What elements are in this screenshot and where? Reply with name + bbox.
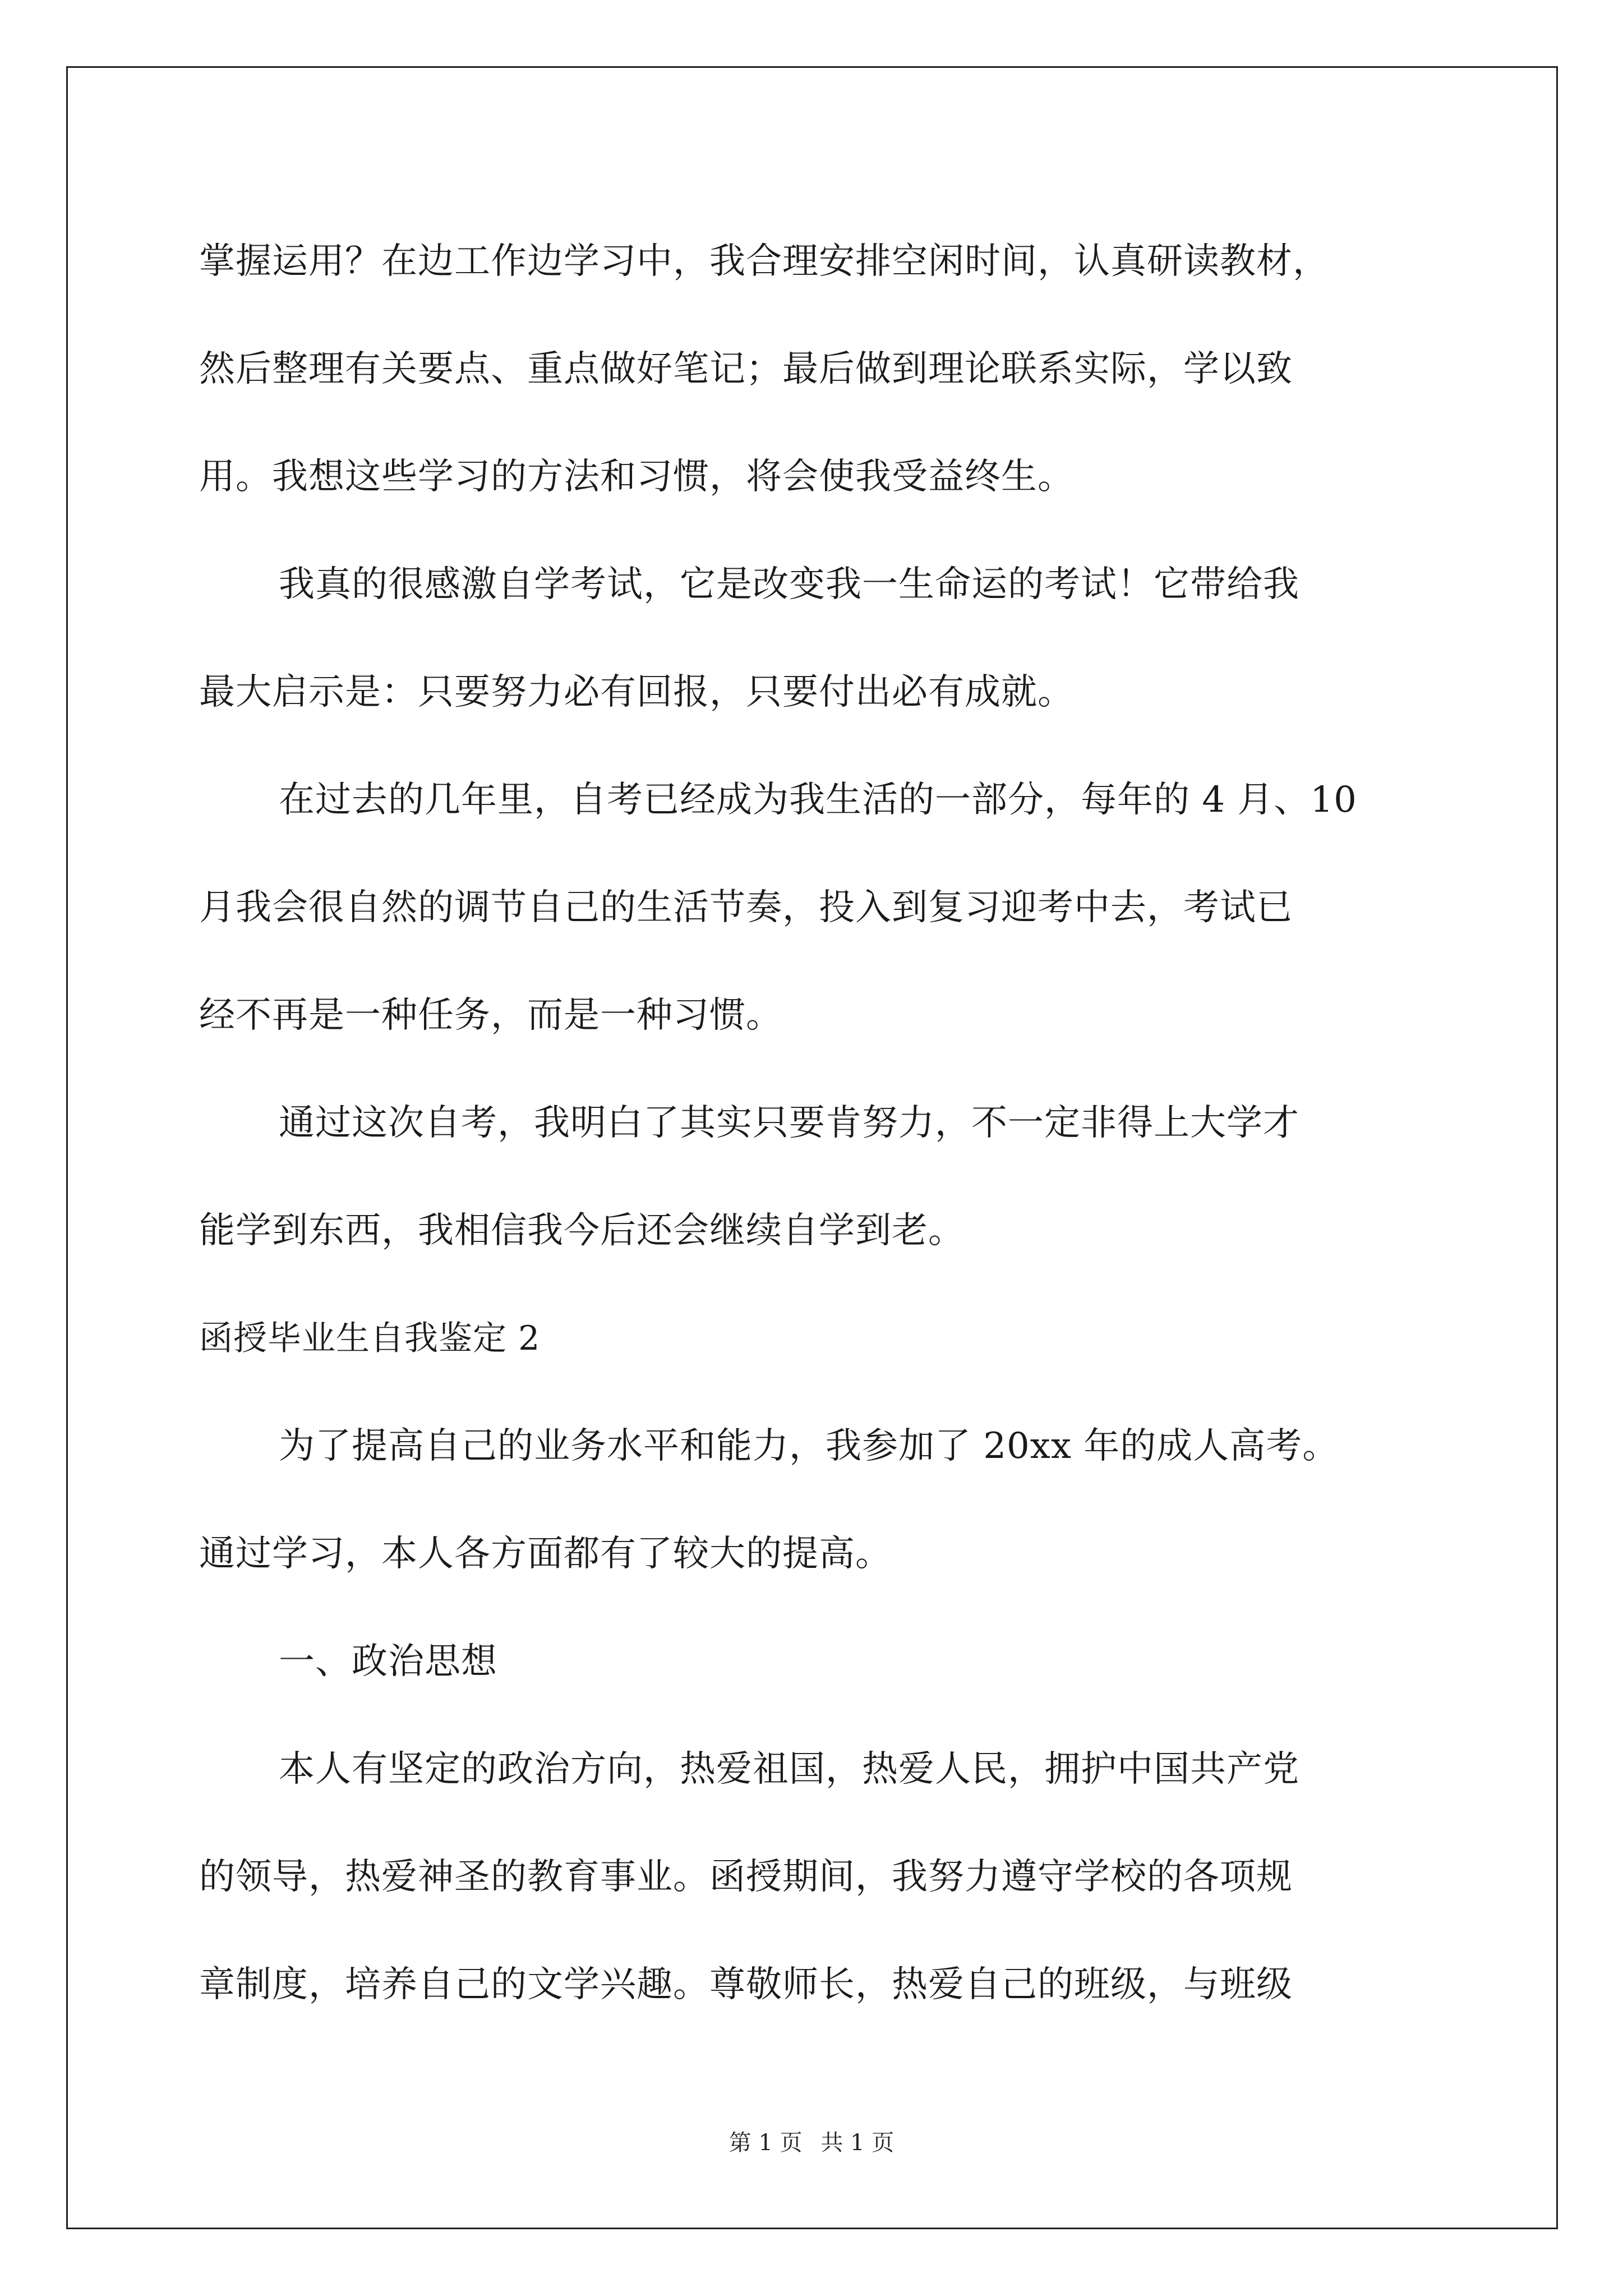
paragraph-line: 掌握运用？在边工作边学习中，我合理安排空闲时间，认真研读教材，	[199, 241, 1329, 282]
page-footer	[0, 2126, 1623, 2160]
paragraph-line: 通过这次自考，我明白了其实只要肯努力，不一定非得上大学才	[279, 1102, 1299, 1144]
document-body	[199, 208, 1433, 2039]
paragraph-line: 章制度，培养自己的文学兴趣。尊敬师长，热爱自己的班级，与班级	[199, 1964, 1293, 2005]
page-number-total: 共 1 页	[820, 2130, 895, 2156]
page-number-current: 第 1 页	[728, 2130, 803, 2156]
paragraph-line: 用。我想这些学习的方法和习惯，将会使我受益终生。	[199, 456, 1074, 498]
paragraph-line: 通过学习，本人各方面都有了较大的提高。	[199, 1533, 892, 1575]
paragraph-line: 在过去的几年里，自考已经成为我生活的一部分，每年的 4 月、10	[279, 779, 1357, 821]
paragraph-line: 为了提高自己的业务水平和能力，我参加了 20xx 年的成人高考。	[279, 1425, 1339, 1467]
subsection-heading: 一、政治思想	[279, 1641, 497, 1682]
paragraph-line: 能学到东西，我相信我今后还会继续自学到老。	[199, 1210, 965, 1251]
paragraph-line: 本人有坚定的政治方向，热爱祖国，热爱人民，拥护中国共产党	[279, 1749, 1299, 1790]
paragraph-line: 的领导，热爱神圣的教育事业。函授期间，我努力遵守学校的各项规	[199, 1856, 1293, 1898]
paragraph-line: 经不再是一种任务，而是一种习惯。	[199, 995, 782, 1036]
paragraph-line: 我真的很感激自学考试，它是改变我一生命运的考试！它带给我	[279, 564, 1299, 605]
paragraph-line: 月我会很自然的调节自己的生活节奏，投入到复习迎考中去，考试已	[199, 887, 1293, 928]
paragraph-line: 最大启示是：只要努力必有回报，只要付出必有成就。	[199, 671, 1074, 713]
section-heading: 函授毕业生自我鉴定 2	[199, 1319, 541, 1358]
paragraph-line: 然后整理有关要点、重点做好笔记；最后做到理论联系实际，学以致	[199, 348, 1293, 390]
